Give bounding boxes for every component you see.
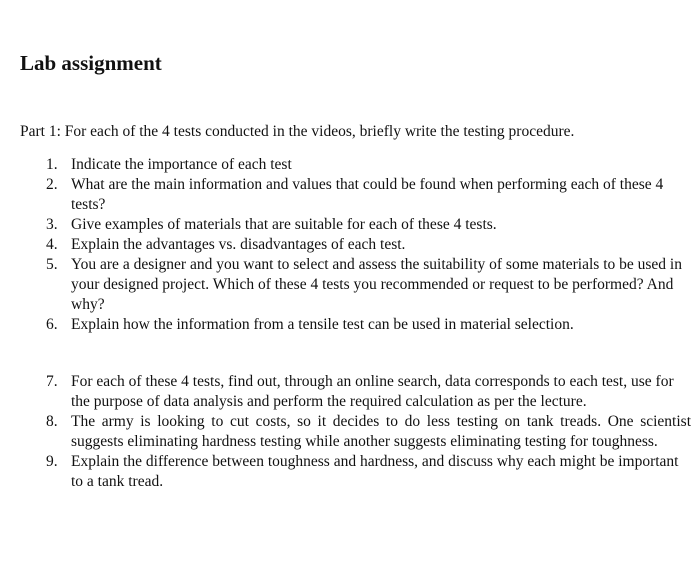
item-number: 6. <box>46 316 58 333</box>
item-text: The army is looking to cut costs, so it decides to do less testing on tank treads. One scientist suggests eliminating hardness testing while another suggests eliminating testing for toughness. <box>71 413 691 450</box>
item-text: Explain the difference between toughness and hardness, and discuss why each might be important to a tank tread. <box>71 453 679 490</box>
item-number: 3. <box>46 216 58 233</box>
list-item <box>0 315 700 335</box>
item-number: 8. <box>46 413 58 430</box>
list-item <box>0 175 700 215</box>
item-text: What are the main information and values that could be found when performing each of these 4 tests? <box>71 176 664 213</box>
list-item <box>0 215 700 235</box>
item-number: 9. <box>46 453 58 470</box>
item-number: 7. <box>46 373 58 390</box>
list-item <box>0 155 700 175</box>
item-text: Explain the advantages vs. disadvantages of each test. <box>71 236 406 253</box>
item-text: Give examples of materials that are suitable for each of these 4 tests. <box>71 216 497 233</box>
item-number: 5. <box>46 256 58 273</box>
item-text: Indicate the importance of each test <box>71 156 292 173</box>
list-item <box>0 412 700 452</box>
list-item <box>0 235 700 255</box>
item-number: 4. <box>46 236 58 253</box>
list-item <box>0 255 700 315</box>
item-number: 2. <box>46 176 58 193</box>
document-title: Lab assignment <box>20 51 162 75</box>
list-item <box>0 452 700 492</box>
item-text: You are a designer and you want to select and assess the suitability of some materials to be used in your designed project. Which of these 4 tests you recommended or request to be performed? And why? <box>71 256 682 313</box>
item-text: Explain how the information from a tensile test can be used in material selection. <box>71 316 574 333</box>
question-list-a <box>0 155 700 335</box>
item-number: 1. <box>46 156 58 173</box>
question-list-b <box>0 372 700 492</box>
part-1-intro: Part 1: For each of the 4 tests conducted in the videos, briefly write the testing procedure. <box>20 123 575 140</box>
list-item <box>0 372 700 412</box>
item-text: For each of these 4 tests, find out, through an online search, data corresponds to each test, use for the purpose of data analysis and perform the required calculation as per the lecture. <box>71 373 674 410</box>
